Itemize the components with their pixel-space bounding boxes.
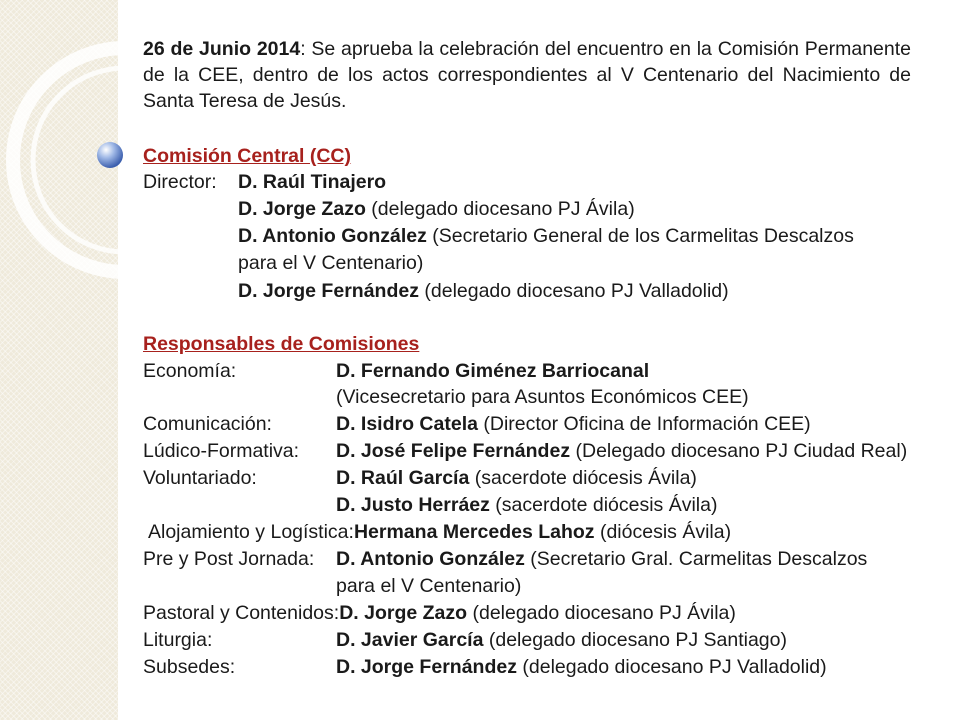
member-name: D. Raúl Tinajero (238, 171, 387, 193)
commission-label: Pastoral y Contenidos: (143, 602, 340, 624)
commission-name: D. Fernando Giménez Barriocanal (336, 360, 650, 382)
commission-row (143, 438, 907, 464)
commission-note: (Vicesecretario para Asuntos Económicos CEE) (336, 386, 749, 408)
commission-note: (Delegado diocesano PJ Ciudad Real) (570, 440, 908, 462)
commission-name: Hermana Mercedes Lahoz (353, 521, 595, 543)
commission-name: D. Antonio González (336, 548, 525, 570)
commission-label: Liturgia: (143, 629, 213, 651)
commission-name: D. Justo Herráez (336, 494, 490, 516)
member-name: D. Jorge Zazo (238, 198, 366, 220)
commission-note: (delegado diocesano PJ Santiago) (483, 629, 787, 651)
central-commission-heading: Comisión Central (CC) (143, 145, 352, 167)
commission-row-continuation (143, 573, 521, 599)
member-name: D. Antonio González (238, 225, 427, 247)
commission-row (143, 627, 787, 653)
commission-note: (Secretario Gral. Carmelitas Descalzos (524, 548, 868, 570)
commission-note: para el V Centenario) (336, 575, 522, 597)
commission-row (143, 546, 867, 572)
commission-name: D. José Felipe Fernández (336, 440, 571, 462)
member-note: para el V Centenario) (238, 252, 424, 274)
commission-note: (delegado diocesano PJ Valladolid) (516, 656, 827, 678)
member-row (143, 196, 635, 222)
commission-row (143, 465, 697, 491)
commission-label: Lúdico-Formativa: (143, 440, 300, 462)
commission-row (143, 492, 717, 518)
member-row (143, 278, 729, 304)
director-row (143, 169, 386, 195)
commission-row (143, 358, 649, 384)
director-label: Director: (143, 171, 217, 193)
commission-row (143, 654, 827, 680)
commission-name: D. Raúl García (336, 467, 470, 489)
commission-name: D. Javier García (336, 629, 484, 651)
member-row-continuation (143, 250, 423, 276)
member-note: (Secretario General de los Carmelitas Descalzos (426, 225, 854, 247)
commission-label: Pre y Post Jornada: (143, 548, 315, 570)
commission-row-continuation (143, 384, 749, 410)
commission-note: (Director Oficina de Información CEE) (477, 413, 811, 435)
commission-note: (sacerdote diócesis Ávila) (469, 467, 697, 489)
commission-note: (sacerdote diócesis Ávila) (489, 494, 718, 516)
commission-label: Voluntariado: (143, 467, 257, 489)
intro-text: : Se aprueba la celebración del encuentro en la Comisión Permanente de la CEE, dentro de los actos correspondientes al V Centenario del Nacimiento de Santa Teresa de Jesús. (143, 38, 911, 112)
commission-label: Economía: (143, 360, 237, 382)
member-name: D. Jorge Fernández (238, 280, 419, 302)
commission-row (143, 600, 736, 626)
commission-name: D. Jorge Zazo (339, 602, 468, 624)
commission-label: Subsedes: (143, 656, 236, 678)
commission-label: Comunicación: (143, 413, 272, 435)
member-note: (delegado diocesano PJ Ávila) (365, 198, 635, 220)
commission-note: (diócesis Ávila) (594, 521, 732, 543)
member-row (143, 223, 854, 249)
member-note: (delegado diocesano PJ Valladolid) (418, 280, 729, 302)
commission-label: Alojamiento y Logística: (148, 521, 354, 543)
decorative-ball-icon (97, 142, 123, 168)
intro-paragraph (143, 36, 911, 114)
commissions-heading: Responsables de Comisiones (143, 333, 420, 355)
intro-date: 26 de Junio 2014 (143, 38, 301, 60)
commission-note: (delegado diocesano PJ Ávila) (467, 602, 736, 624)
commission-row (148, 519, 731, 545)
commission-row (143, 411, 811, 437)
commission-name: D. Isidro Catela (336, 413, 478, 435)
commission-name: D. Jorge Fernández (336, 656, 517, 678)
